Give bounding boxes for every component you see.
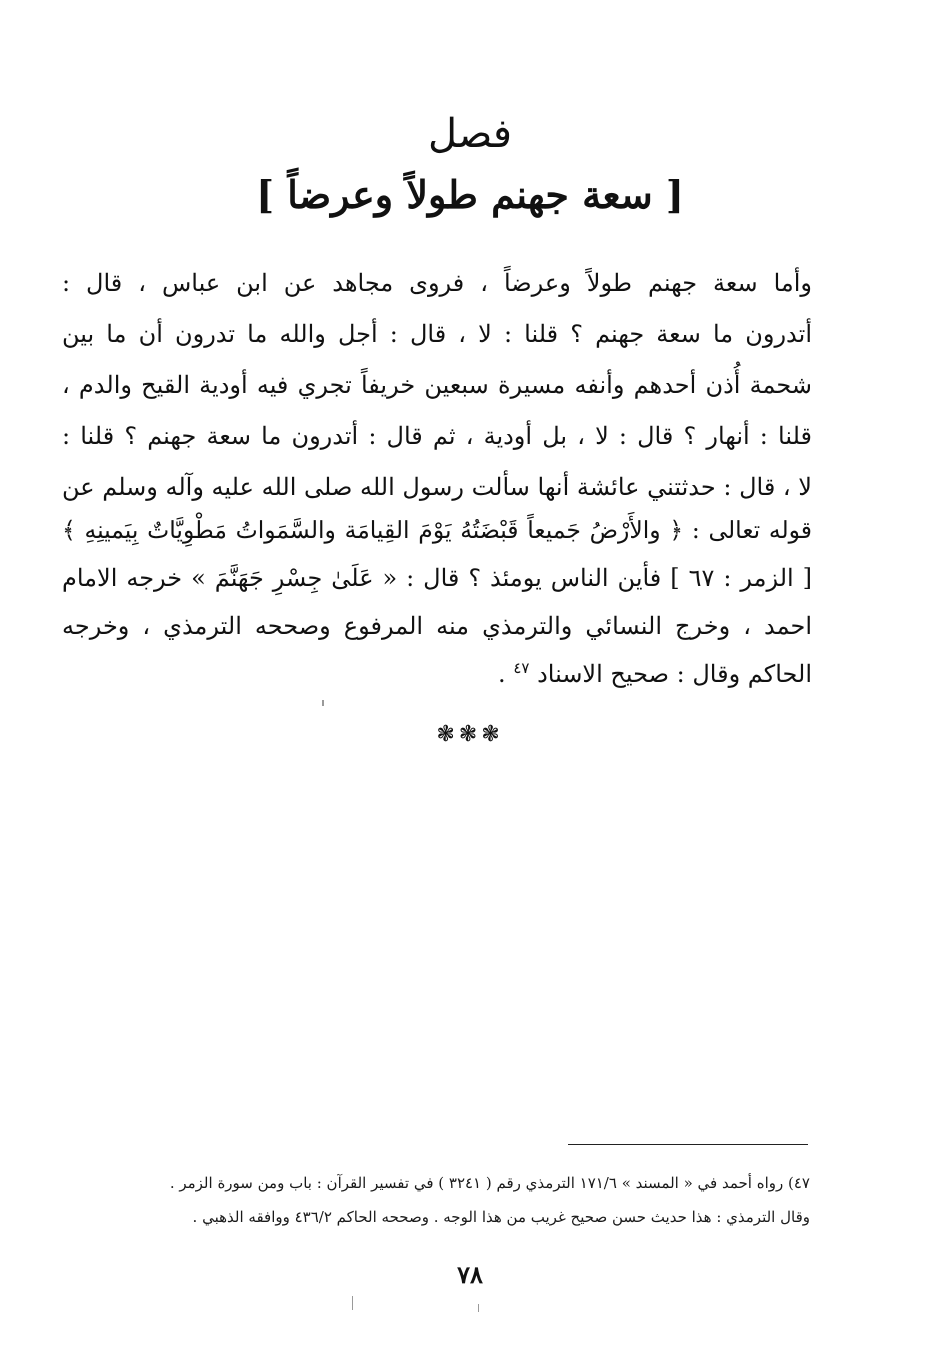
text-line: احمد ، وخرج النسائي والترمذي منه المرفوع وصححه الترمذي ، وخرجه (62, 612, 812, 640)
scan-speck (352, 1296, 353, 1310)
text-line: شحمة أُذن أحدهم وأنفه مسيرة سبعين خريفاً تجري فيه أودية القيح والدم ، (62, 371, 812, 399)
chapter-label: فصل (427, 111, 513, 157)
text-line: قلنا : أنهار ؟ قال : لا ، بل أودية ، ثم قال : أتدرون ما سعة جهنم ؟ قلنا : (62, 422, 812, 450)
footnote-line: وقال الترمذي : هذا حديث حسن صحيح غريب من هذا الوجه . وصححه الحاكم ٤٣٦/٢ ووافقه الذهبي . (192, 1208, 810, 1226)
page-number: ٧٨ (457, 1260, 483, 1289)
text-line: أتدرون ما سعة جهنم ؟ قلنا : لا ، قال : أجل والله ما تدرون أن ما بين (62, 320, 813, 348)
scan-speck (322, 700, 324, 706)
text-line-content: الحاكم وقال : صحيح الاسناد (537, 660, 812, 688)
text-line: وأما سعة جهنم طولاً وعرضاً ، فروى مجاهد عن ابن عباس ، قال : (62, 269, 812, 297)
chapter-title: [ سعة جهنم طولاً وعرضاً ] (256, 172, 684, 217)
text-line: قوله تعالى : ﴿ والأَرْضُ جَميعاً قَبْضَتُهُ يَوْمَ القِيامَة والسَّمَواتُ مَطْوِيَّاتٌ بِيَمينِهِ ﴾ (62, 516, 812, 544)
footnote-line: ٤٧) رواه أحمد في « المسند » ١٧١/٦ الترمذي رقم ( ٣٢٤١ ) في تفسير القرآن : باب ومن سورة الزمر . (169, 1174, 810, 1192)
section-separator: ❃❃❃ (436, 722, 504, 747)
body-paragraph-1 (62, 258, 812, 513)
footnotes (110, 1166, 810, 1234)
footnote-divider (568, 1144, 808, 1145)
text-line-last (62, 650, 812, 698)
footnote-reference: ٤٧ (513, 659, 530, 677)
text-line: [ الزمر : ٦٧ ] فأين الناس يومئذ ؟ قال : « عَلَىٰ جِسْرِ جَهَنَّمَ » خرجه الامام (62, 564, 813, 592)
sentence-end: . (498, 660, 514, 688)
text-line: لا ، قال : حدثتني عائشة أنها سألت رسول الله صلى الله عليه وآله وسلم عن (62, 473, 812, 501)
scan-speck (478, 1304, 479, 1312)
body-paragraph-2 (62, 506, 812, 698)
